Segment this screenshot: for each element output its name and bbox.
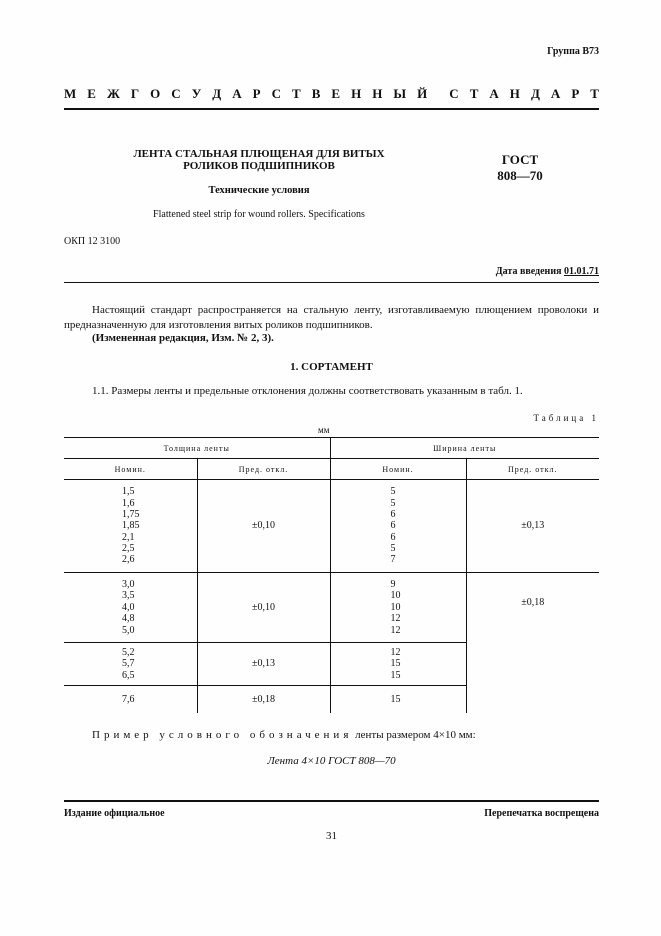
thickness-nominal-header: Номин. [64, 459, 197, 480]
banner-letter: Ж [106, 86, 120, 101]
cell-value: 6 [390, 531, 396, 543]
official-edition: Издание официальное [64, 808, 165, 819]
banner-letter: У [191, 86, 202, 101]
gost-number: 808—70 [497, 168, 543, 183]
introduction-date [496, 266, 599, 277]
banner-letter: С [171, 86, 181, 101]
banner-letter: Н [509, 86, 520, 101]
intro-paragraph: Настоящий стандарт распространяется на стальную ленту, изготавливаемую плющением проволоки и предназначенную для изготовления витых роликов подшипников. [64, 304, 599, 331]
dimensions-table [64, 437, 599, 713]
width-tolerance: ±0,13 [466, 480, 599, 573]
cell-value: 15 [390, 658, 401, 670]
title-line-2: РОЛИКОВ ПОДШИПНИКОВ [183, 160, 335, 172]
table-unit: мм [318, 425, 330, 435]
banner-letter: А [232, 86, 242, 101]
document-title [64, 148, 454, 172]
thickness-values [64, 643, 197, 686]
example-designation: Лента 4×10 ГОСТ 808—70 [267, 755, 396, 767]
cell-value: 12 [390, 646, 401, 658]
date-value: 01.01.71 [564, 266, 599, 277]
title-line-1: ЛЕНТА СТАЛЬНАЯ ПЛЮЩЕНАЯ ДЛЯ ВИТЫХ [133, 148, 385, 160]
cell-value: 10 [390, 601, 401, 613]
cell-value: 5 [390, 543, 396, 555]
cell-value: 5,0 [122, 624, 135, 636]
okp-code: ОКП 12 3100 [64, 236, 121, 247]
banner-letter: С [271, 86, 281, 101]
interstate-standard-banner [64, 86, 599, 102]
date-label: Дата введения [495, 266, 562, 277]
banner-letter: Р [571, 86, 580, 101]
cell-value: 1,75 [122, 508, 140, 520]
cell-value: 4,0 [122, 601, 135, 613]
cell-value: 5 [390, 486, 396, 498]
width-values [330, 643, 466, 686]
banner-letter: Н [372, 86, 383, 101]
width-values [330, 480, 466, 573]
cell-value: 7 [390, 554, 396, 566]
thickness-tolerance: ±0,10 [197, 573, 330, 643]
example-text: ленты размером 4×10 мм: [355, 729, 476, 741]
table-label: Таблица 1 [533, 413, 599, 423]
example-label: Пример условного обозначения [92, 729, 353, 741]
cell-value: 12 [390, 613, 401, 625]
table-row [64, 573, 599, 643]
example-line [92, 729, 476, 741]
banner-letter: Й [417, 86, 428, 101]
footer-rule [64, 800, 599, 802]
section-heading: 1. СОРТАМЕНТ [290, 361, 373, 373]
cell-value: 7,6 [122, 693, 135, 705]
cell-value: 3,0 [122, 579, 135, 591]
cell-value: 1,5 [122, 486, 135, 498]
width-values [330, 573, 466, 643]
width-values [330, 686, 466, 713]
header-rule [64, 108, 599, 110]
cell-value: 4,8 [122, 613, 135, 625]
thickness-values [64, 573, 197, 643]
date-rule [64, 282, 599, 283]
table-row [64, 480, 599, 573]
clause-1-1: 1.1. Размеры ленты и предельные отклонения должны соответствовать указанным в табл. 1. [92, 385, 523, 397]
cell-value: 15 [390, 669, 401, 681]
page-number: 31 [326, 830, 337, 842]
amendment-note: (Измененная редакция, Изм. № 2, 3). [92, 332, 274, 344]
banner-letter: Ы [393, 86, 407, 101]
cell-value: 2,6 [122, 554, 135, 566]
banner-letter: С [449, 86, 459, 101]
cell-value: 2,5 [122, 543, 135, 555]
banner-letter: А [550, 86, 561, 101]
cell-value: 6 [390, 508, 396, 520]
document-subtitle: Технические условия [208, 185, 310, 196]
cell-value: 6,5 [122, 669, 135, 681]
thickness-tolerance: ±0,10 [197, 480, 330, 573]
cell-value: 5,7 [122, 658, 135, 670]
banner-letter: Г [130, 86, 140, 101]
banner-letter: В [311, 86, 321, 101]
banner-letter: О [150, 86, 161, 101]
banner-letter: А [489, 86, 499, 101]
banner-letter: Р [252, 86, 261, 101]
english-title: Flattened steel strip for wound rollers. Specifications [153, 209, 365, 220]
cell-value: 9 [390, 579, 396, 591]
cell-value: 10 [390, 590, 401, 602]
banner-letter: Д [530, 86, 540, 101]
cell-value: 2,1 [122, 531, 135, 543]
cell-value: 3,5 [122, 590, 135, 602]
group-code: Группа В73 [547, 46, 599, 57]
cell-value: 1,6 [122, 497, 135, 509]
thickness-tolerance: ±0,13 [197, 643, 330, 686]
banner-letter: Е [331, 86, 341, 101]
width-tolerance: ±0,18 [521, 597, 545, 609]
width-tolerance-header: Пред. откл. [466, 459, 599, 480]
cell-value: 6 [390, 520, 396, 532]
banner-letter: Н [351, 86, 362, 101]
gost-designation [470, 152, 570, 184]
gost-label: ГОСТ [501, 152, 539, 167]
width-group-header: Ширина ленты [330, 438, 599, 459]
thickness-values [64, 480, 197, 573]
thickness-values [64, 686, 197, 713]
cell-value: 1,85 [122, 520, 140, 532]
cell-value: 5 [390, 497, 396, 509]
banner-letter: Т [590, 86, 599, 101]
thickness-group-header: Толщина ленты [64, 438, 330, 459]
thickness-tolerance-header: Пред. откл. [197, 459, 330, 480]
cell-value: 12 [390, 624, 401, 636]
banner-letter: Т [292, 86, 301, 101]
banner-letter: Т [469, 86, 479, 101]
banner-letter: Е [87, 86, 96, 101]
cell-value: 15 [390, 693, 401, 705]
banner-letter: Д [212, 86, 222, 101]
cell-value: 5,2 [122, 646, 135, 658]
thickness-tolerance: ±0,18 [197, 686, 330, 713]
reprint-prohibited: Перепечатка воспрещена [484, 808, 599, 819]
width-nominal-header: Номин. [330, 459, 466, 480]
banner-letter: М [64, 86, 77, 101]
